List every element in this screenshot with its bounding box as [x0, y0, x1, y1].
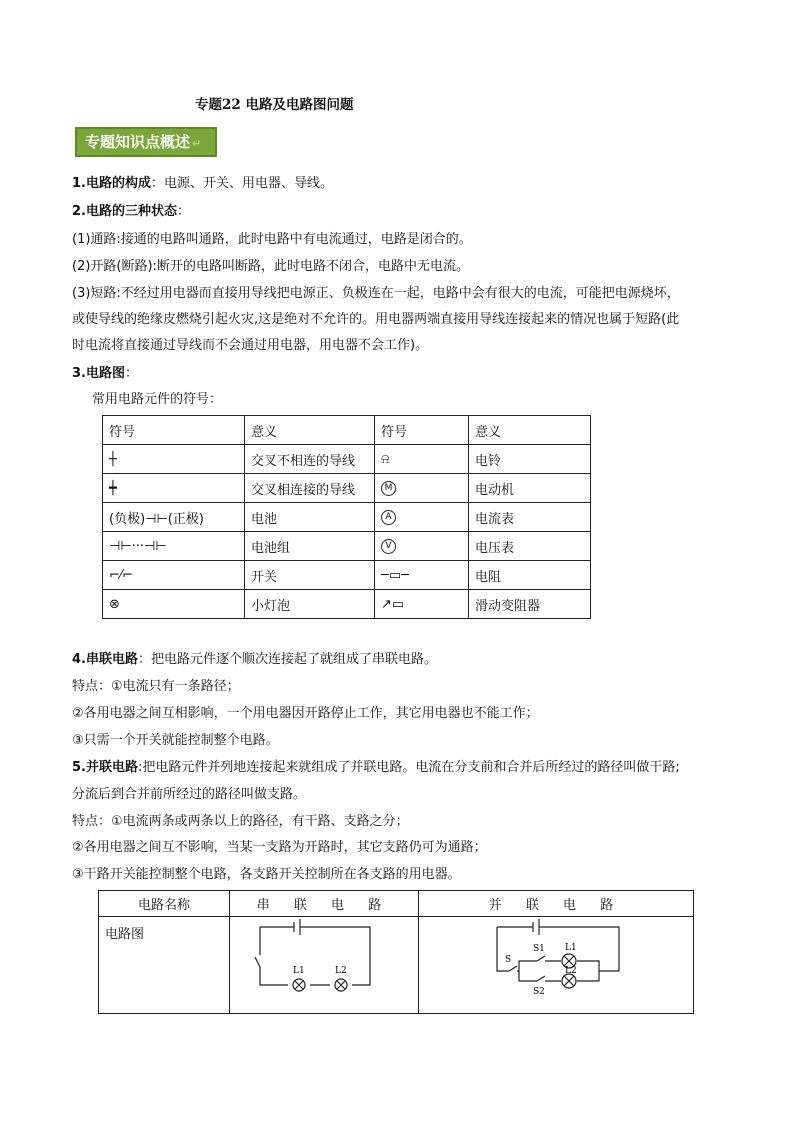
symbol-cell: ┼ [103, 445, 245, 474]
section4-line [72, 648, 437, 667]
section2-item: 或使导线的绝缘皮燃烧引起火灾,这是绝对不允许的。用电器两端直接用导线连接起来的情况也属于短路(此 [72, 312, 680, 327]
symbol-cell [375, 474, 469, 503]
meaning-cell: 滑动变阻器 [469, 590, 591, 619]
lamp-label: L2 [565, 966, 577, 976]
meaning-cell: 电池组 [245, 532, 375, 561]
series-diagram-cell [230, 917, 419, 1014]
meaning-cell: 电流表 [469, 503, 591, 532]
section4-item: ②各用电器之间互相影响，一个用电器因开路停止工作，其它用电器也不能工作； [72, 706, 539, 721]
series-circuit-diagram [230, 917, 412, 1009]
meaning-cell: 电铃 [469, 445, 591, 474]
meaning-cell: 电阻 [469, 561, 591, 590]
lamp-label: L2 [335, 966, 347, 976]
parallel-circuit-diagram [419, 917, 691, 1009]
section5-heading: 5.并联电路 [72, 760, 138, 775]
symbol-cell: (负极)⊣⊢(正极) [103, 503, 245, 532]
page-title: 专题22 电路及电路图问题 [195, 97, 354, 113]
section5-line [72, 756, 680, 775]
table-row [99, 917, 694, 1014]
table-row [103, 532, 591, 561]
header-cell: 符号 [375, 416, 469, 445]
meaning-cell: 开关 [245, 561, 375, 590]
section1-text: ：电源、开关、用电器、导线。 [150, 176, 333, 191]
symbol-cell: ─▭─ [375, 561, 469, 590]
section5-item: ③干路开关能控制整个电路，各支路开关控制所在各支路的用电器。 [72, 867, 461, 882]
switch-label: S [505, 955, 512, 965]
section2-tail: ： [176, 204, 190, 219]
section1-heading: 1.电路的构成 [72, 176, 151, 191]
meaning-cell: 小灯泡 [245, 590, 375, 619]
table-row [103, 590, 591, 619]
section4-heading: 4.串联电路 [72, 652, 138, 667]
table-row [103, 561, 591, 590]
section-badge [75, 127, 217, 157]
section5-text: :把电路元件并列地连接起来就组成了并联电路。电流在分支前和合并后所经过的路径叫做干路; [137, 760, 680, 775]
table-header-row [99, 891, 694, 917]
section3-line [72, 362, 138, 381]
return-arrow-icon: ↵ [192, 137, 202, 150]
lamp-label: L1 [565, 943, 577, 953]
section2-item: 时电流将直接通过导线而不会通过用电器，用电器不会工作)。 [72, 338, 429, 353]
table-row [103, 503, 591, 532]
meaning-cell: 交叉相连接的导线 [245, 474, 375, 503]
symbol-table [102, 415, 591, 619]
header-cell: 意义 [469, 416, 591, 445]
row-label: 电路图 [99, 917, 230, 1014]
ammeter-symbol-icon: A [381, 510, 396, 525]
table-row [103, 474, 591, 503]
voltmeter-symbol-icon: V [381, 539, 396, 554]
header-cell: 并 联 电 路 [419, 891, 694, 917]
meaning-cell: 电动机 [469, 474, 591, 503]
section3-heading: 3.电路图 [72, 366, 125, 381]
meaning-cell: 电池 [245, 503, 375, 532]
section2-item: (1)通路:接通的电路叫通路，此时电路中有电流通过，电路是闭合的。 [72, 232, 472, 247]
motor-symbol-icon: M [381, 481, 396, 496]
header-cell: 串 联 电 路 [230, 891, 419, 917]
lamp-label: L1 [293, 966, 305, 976]
header-cell: 符号 [103, 416, 245, 445]
symbol-cell: ┿ [103, 474, 245, 503]
meaning-cell: 交叉不相连的导线 [245, 445, 375, 474]
section2-item: (2)开路(断路):断开的电路叫断路，此时电路不闭合，电路中无电流。 [72, 259, 469, 274]
section4-item: ③只需一个开关就能控制整个电路。 [72, 733, 279, 748]
section5-item: 分流后到合并前所经过的路径叫做支路。 [72, 787, 307, 802]
header-cell: 意义 [245, 416, 375, 445]
symbol-cell: ⊗ [103, 590, 245, 619]
badge-label: 专题知识点概述 [85, 133, 191, 151]
comparison-table [98, 890, 694, 1014]
parallel-diagram-cell [419, 917, 694, 1014]
section2-heading: 2.电路的三种状态 [72, 204, 177, 219]
section3-intro: 常用电路元件的符号： [92, 392, 223, 407]
section4-text: ：把电路元件逐个顺次连接起了就组成了串联电路。 [137, 652, 437, 667]
switch-label: S1 [533, 944, 545, 954]
symbol-cell [375, 532, 469, 561]
table-row [103, 445, 591, 474]
meaning-cell: 电压表 [469, 532, 591, 561]
section2-line [72, 200, 190, 219]
section3-tail: ： [124, 366, 138, 381]
header-cell: 电路名称 [99, 891, 230, 917]
section2-item: (3)短路:不经过用电器而直接用导线把电源正、负极连在一起，电路中会有很大的电流，可能把电源烧坏， [72, 286, 680, 301]
section5-item: ②各用电器之间互不影响，当某一支路为开路时，其它支路仍可为通路； [72, 840, 487, 855]
section1-line [72, 172, 333, 191]
section5-item: 特点：①电流两条或两条以上的路径，有干路、支路之分； [72, 814, 409, 829]
symbol-cell [375, 503, 469, 532]
switch-label: S2 [533, 987, 545, 997]
symbol-cell: ↗▭ [375, 590, 469, 619]
symbol-cell: ⊣⊢···⊣⊢ [103, 532, 245, 561]
symbol-cell: ⌐⁄⌐ [103, 561, 245, 590]
table-header-row [103, 416, 591, 445]
symbol-cell: ⍾ [375, 445, 469, 474]
section4-item: 特点：①电流只有一条路径； [72, 679, 240, 694]
